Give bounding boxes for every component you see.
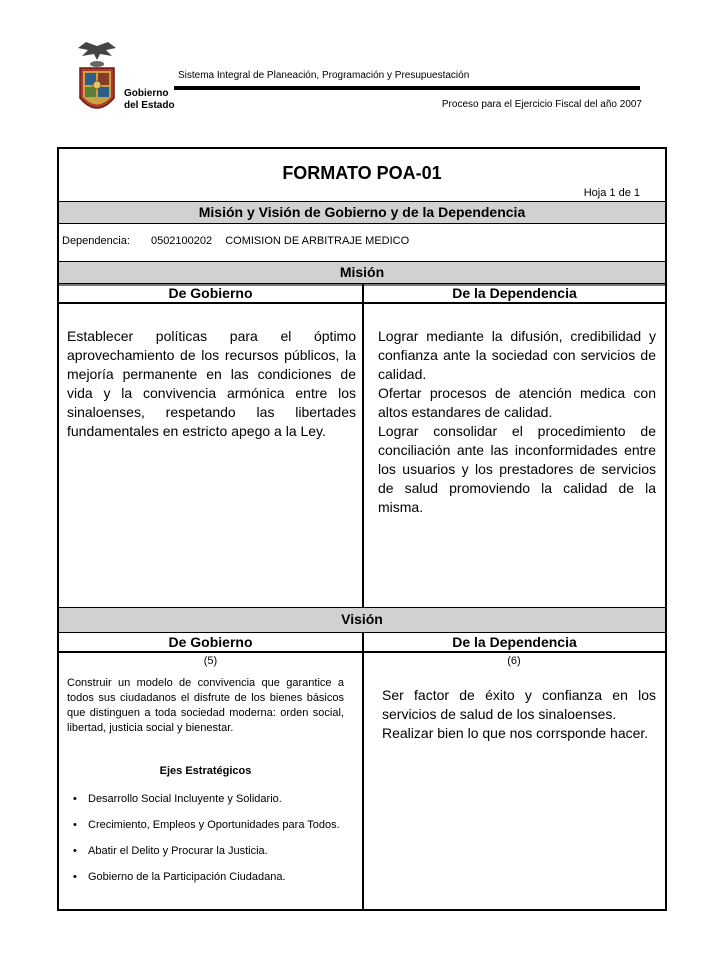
ejes-list [72,792,346,896]
vision-band: Visión [59,607,665,633]
vision-gobierno-number: (5) [203,655,218,667]
vision-dependencia-text [382,686,656,743]
page-counter: Hoja 1 de 1 [583,187,640,199]
vision-col-gobierno-header: De Gobierno [168,634,253,650]
dependencia-label: Dependencia: [62,235,130,247]
vision-dependencia-paragraph: Ser factor de éxito y confianza en los servicios de salud de los sinaloenses. [382,687,656,722]
form-title: FORMATO POA-01 [282,163,442,183]
fiscal-process-label: Proceso para el Ejercicio Fiscal del año 2007 [441,99,642,110]
mision-col-gobierno-header: De Gobierno [168,285,253,301]
dependencia-row [62,235,409,247]
system-name: Sistema Integral de Planeación, Programación y Presupuestación [178,70,470,81]
vision-dependencia-number: (6) [507,655,521,667]
state-coat-of-arms-logo [72,42,122,120]
eje-item: • Crecimiento, Empleos y Oportunidades para Todos. [88,818,346,832]
vision-col-dependencia-header: De la Dependencia [452,634,577,650]
dependencia-code: 0502100202 [150,235,213,247]
mision-dependencia-paragraph: Ofertar procesos de atención medica con altos estandares de calidad. [378,385,656,420]
section-title-band: Misión y Visión de Gobierno y de la Dependencia [59,201,665,224]
ejes-title: Ejes Estratégicos [159,765,252,777]
eje-item: • Desarrollo Social Incluyente y Solidario. [88,792,346,806]
mision-dependencia-paragraph: Lograr consolidar el procedimiento de conciliación ante las inconformidades entre los usuarios y los prestadores de servicios de salud promoviendo la calidad de la misma. [378,423,656,515]
mision-dependencia-paragraph: Lograr mediante la difusión, credibilidad y confianza ante la sociedad con servicios de calidad. [378,328,656,382]
mision-gobierno-text: Establecer políticas para el óptimo aprovechamiento de los recursos públicos, la mejoría permanente en las condiciones de vida y la convivencia armónica entre los sinaloenses, respetando las libertades fundamentales en estricto apego a la Ley. [67,328,356,439]
gobierno-line-1: Gobierno [124,88,169,99]
mision-band: Misión [59,261,665,284]
vision-gobierno-text: Construir un modelo de convivencia que garantice a todos sus ciudadanos el disfrute de los bienes básicos que distinguen a toda sociedad moderna: orden social, libertad, justicia social y bienestar. [67,677,344,734]
mision-column-divider [362,284,364,607]
vision-dependencia-paragraph: Realizar bien lo que nos corrsponde hacer. [382,725,649,741]
mision-col-dependencia-header: De la Dependencia [452,285,577,301]
gobierno-line-2: del Estado [124,100,175,111]
eje-item: • Abatir el Delito y Procurar la Justicia. [88,844,346,858]
vision-column-divider [362,633,364,910]
eje-item: • Gobierno de la Participación Ciudadana. [88,870,346,884]
dependencia-name: COMISION DE ARBITRAJE MEDICO [225,235,410,247]
header-divider [174,86,640,90]
mision-dependencia-text [378,327,656,517]
gobierno-del-estado-label [124,88,175,112]
